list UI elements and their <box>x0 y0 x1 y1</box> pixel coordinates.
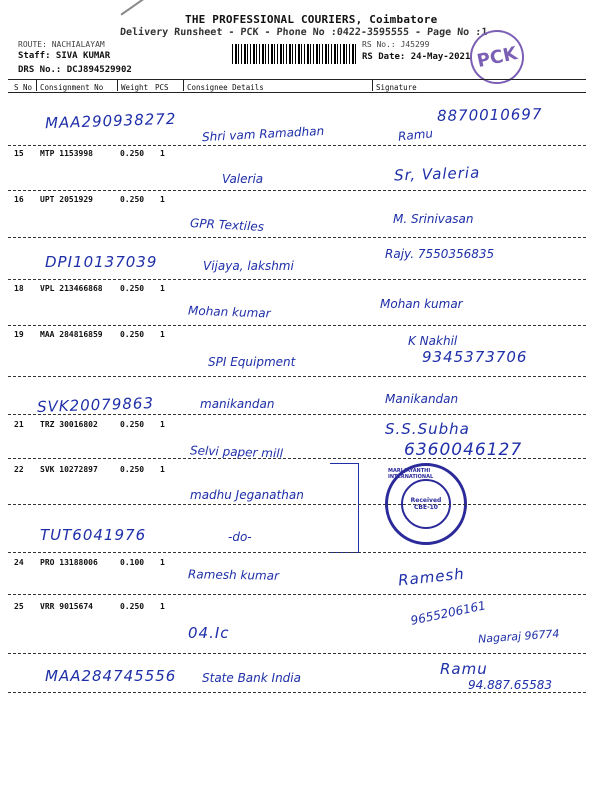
row-pcs: 1 <box>160 602 165 611</box>
col-divider <box>372 80 373 91</box>
hw-consignee: Ramesh kumar <box>187 567 280 583</box>
col-divider <box>36 80 37 91</box>
table-top-rule <box>8 79 586 80</box>
hw-consignee: 04.Ic <box>188 624 230 642</box>
row-weight: 0.250 <box>120 195 145 204</box>
row-sno: 15 <box>14 149 24 158</box>
hw-signature: M. Srinivasan <box>393 212 474 226</box>
row-divider <box>8 190 586 191</box>
document-subtitle: Delivery Runsheet - PCK - Phone No :0422-3595555 - Page No :1 <box>119 27 488 38</box>
hw-consignee: Selvi paper mill <box>189 443 284 461</box>
row-sno: 25 <box>14 602 24 611</box>
row-divider <box>8 279 586 280</box>
row-sno: 16 <box>14 195 24 204</box>
hw-consignment: TUT6041976 <box>40 526 147 544</box>
row-divider <box>8 653 586 654</box>
row-weight: 0.250 <box>120 330 145 339</box>
col-divider <box>183 80 184 91</box>
row-sno: 24 <box>14 558 24 567</box>
hw-consignee: -do- <box>228 530 252 544</box>
staff-label: Staff: SIVA KUMAR <box>18 51 111 61</box>
hw-signature-mark: Nagaraj 96774 <box>477 627 560 646</box>
document-title: THE PROFESSIONAL COURIERS, Coimbatore <box>185 13 438 26</box>
row-consignment: PRO 13188006 <box>40 558 98 567</box>
col-header-pcs: PCS <box>155 83 169 92</box>
barcode <box>232 44 357 64</box>
hw-consignee: Valeria <box>222 172 264 186</box>
row-weight: 0.250 <box>120 284 145 293</box>
col-header-consignee: Consignee Details <box>187 83 264 92</box>
row-sno: 22 <box>14 465 24 474</box>
row-consignment: VPL 213466868 <box>40 284 103 293</box>
row-weight: 0.250 <box>120 420 145 429</box>
row-sno: 18 <box>14 284 24 293</box>
row-divider <box>8 692 586 693</box>
col-divider <box>117 80 118 91</box>
hw-consignee: SPI Equipment <box>208 355 296 369</box>
hw-consignee: madhu Jeganathan <box>190 488 304 502</box>
row-divider <box>8 594 586 595</box>
handwritten-bracket <box>330 463 359 553</box>
row-weight: 0.250 <box>120 602 145 611</box>
seal-inner-code: CBE-10 <box>414 504 438 511</box>
row-sno: 19 <box>14 330 24 339</box>
row-pcs: 1 <box>160 465 165 474</box>
row-divider <box>8 376 586 377</box>
row-pcs: 1 <box>160 149 165 158</box>
hw-consignee: Vijaya, lakshmi <box>203 259 294 273</box>
hw-signature-phone: 94.887.65583 <box>468 678 552 692</box>
seal-ring-text: MARI JAYANTHI INTERNATIONAL <box>388 468 434 480</box>
hw-signature: K Nakhil <box>408 334 458 348</box>
col-header-consignment: Consignment No <box>40 83 104 92</box>
row-divider <box>8 504 586 505</box>
hw-signature: Manikandan <box>385 392 459 406</box>
hw-signature-phone: 6360046127 <box>404 440 523 460</box>
col-header-weight: Weight <box>121 83 149 92</box>
hw-consignment: MAA284745556 <box>45 667 177 685</box>
row-pcs: 1 <box>160 558 165 567</box>
row-divider <box>8 145 586 146</box>
row-pcs: 1 <box>160 284 165 293</box>
pck-stamp: PCK <box>465 25 529 89</box>
hw-consignee: manikandan <box>200 397 275 411</box>
row-consignment: MTP 1153998 <box>40 149 93 158</box>
hw-consignee: GPR Textiles <box>189 216 265 234</box>
hw-signature: 8870010697 <box>436 105 543 125</box>
hw-consignment: SVK20079863 <box>36 393 155 417</box>
row-divider <box>8 414 586 415</box>
hw-signature: S.S.Subha <box>385 420 470 438</box>
table-header-rule <box>8 92 586 93</box>
hw-consignee: Mohan kumar <box>187 303 271 321</box>
hw-signature-phone: 9345373706 <box>422 348 528 366</box>
drs-label: DRS No.: DCJ894529902 <box>18 65 132 75</box>
row-weight: 0.250 <box>120 465 145 474</box>
row-pcs: 1 <box>160 420 165 429</box>
rs-no-label: RS No.: J45299 <box>362 40 430 49</box>
seal-inner-top: Received <box>410 497 442 504</box>
col-header-sno: S No <box>14 83 33 92</box>
hw-signature: Ramu <box>440 660 488 678</box>
row-consignment: VRR 9015674 <box>40 602 93 611</box>
row-divider <box>8 458 586 459</box>
row-consignment: SVK 10272897 <box>40 465 98 474</box>
pen-mark <box>121 0 150 16</box>
hw-consignment: MAA290938272 <box>44 109 177 133</box>
hw-signature: Ramesh <box>397 564 466 590</box>
hw-consignment: DPI10137039 <box>45 253 158 271</box>
row-weight: 0.250 <box>120 149 145 158</box>
row-pcs: 1 <box>160 330 165 339</box>
hw-signature: Sr, Valeria <box>393 163 481 185</box>
rs-date-label: RS Date: 24-May-2021 <box>362 52 471 62</box>
row-sno: 21 <box>14 420 24 429</box>
hw-signature: 9655206161 <box>409 598 487 628</box>
row-consignment: TRZ 30016802 <box>40 420 98 429</box>
route-label: ROUTE: NACHIALAYAM <box>18 40 105 49</box>
hw-signature: Mohan kumar <box>380 297 463 311</box>
row-consignment: UPT 2051929 <box>40 195 93 204</box>
row-divider <box>8 552 586 553</box>
hw-consignee: State Bank India <box>202 671 301 685</box>
row-consignment: MAA 284816859 <box>40 330 103 339</box>
hw-signature: Rajy. 7550356835 <box>385 247 495 261</box>
hw-consignee: Shri vam Ramadhan <box>201 123 325 145</box>
row-divider <box>8 325 586 326</box>
row-divider <box>8 237 586 238</box>
col-header-signature: Signature <box>376 83 417 92</box>
hw-signature-mark: Ramu <box>397 126 434 144</box>
row-weight: 0.100 <box>120 558 145 567</box>
row-pcs: 1 <box>160 195 165 204</box>
